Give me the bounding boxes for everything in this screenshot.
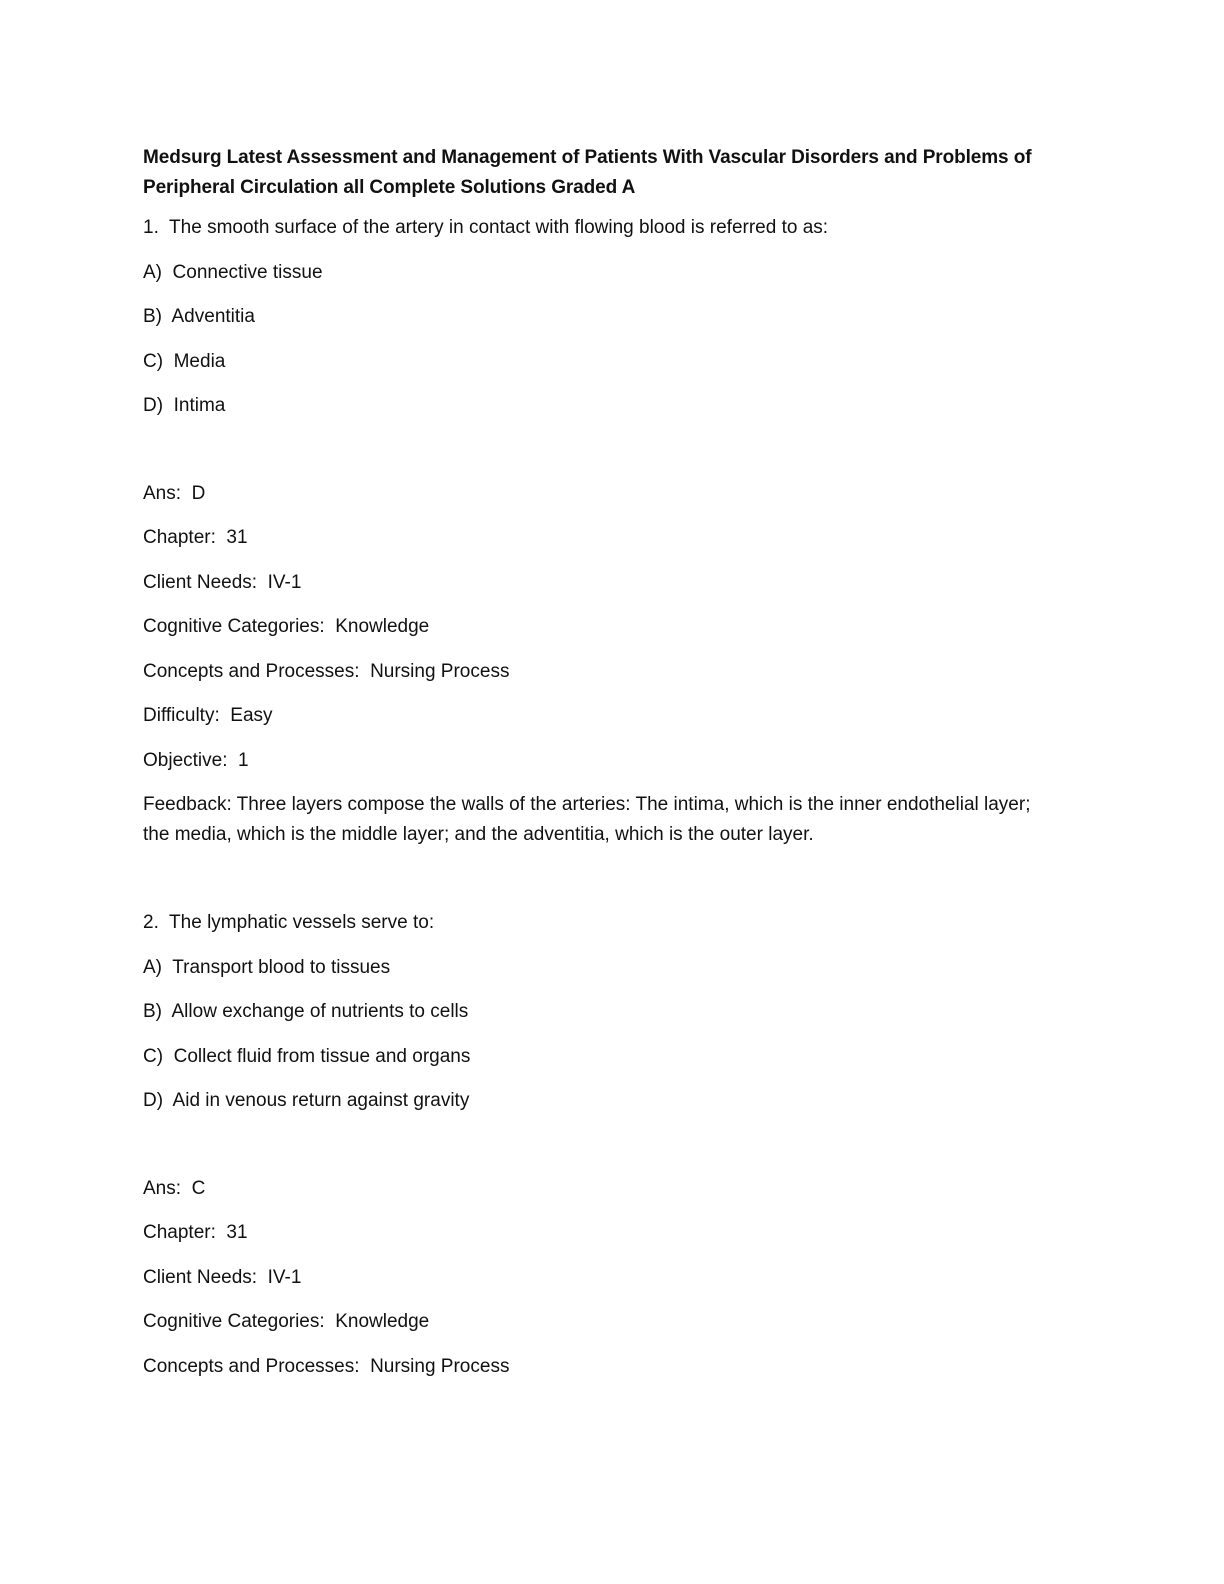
objective-label: Objective: 1 — [143, 749, 249, 771]
question-block — [143, 213, 1043, 850]
answer-option: C) Media — [143, 350, 226, 372]
document-title: Medsurg Latest Assessment and Management of Patients With Vascular Disorders and Problems of Peripheral Circulation all Complete Solutions Graded A — [143, 147, 1032, 198]
question-stem: 2. The lymphatic vessels serve to: — [143, 912, 435, 933]
answer-key: Ans: C — [143, 1177, 206, 1199]
chapter-label: Chapter: 31 — [143, 527, 248, 548]
answer-option: A) Connective tissue — [143, 261, 323, 283]
question-block — [143, 908, 1043, 1382]
client-needs-label: Client Needs: IV-1 — [143, 1266, 302, 1288]
answer-option: B) Allow exchange of nutrients to cells — [143, 1001, 469, 1022]
cognitive-categories-label: Cognitive Categories: Knowledge — [143, 1311, 430, 1332]
answer-option: C) Collect fluid from tissue and organs — [143, 1045, 471, 1067]
cognitive-categories-label: Cognitive Categories: Knowledge — [143, 616, 430, 637]
difficulty-label: Difficulty: Easy — [143, 705, 273, 726]
question-stem: 1. The smooth surface of the artery in contact with flowing blood is referred to as: — [143, 217, 829, 238]
answer-key: Ans: D — [143, 482, 206, 504]
client-needs-label: Client Needs: IV-1 — [143, 571, 302, 593]
document-content — [143, 143, 1043, 1396]
chapter-label: Chapter: 31 — [143, 1222, 248, 1243]
answer-option: B) Adventitia — [143, 306, 255, 327]
feedback-text: Feedback: Three layers compose the walls of the arteries: The intima, which is the inner endothelial layer; the media, which is the middle layer; and the adventitia, which is the outer layer. — [143, 794, 1031, 845]
concepts-processes-label: Concepts and Processes: Nursing Process — [143, 660, 510, 682]
concepts-processes-label: Concepts and Processes: Nursing Process — [143, 1355, 510, 1377]
answer-option: D) Aid in venous return against gravity — [143, 1090, 470, 1111]
answer-option: A) Transport blood to tissues — [143, 956, 391, 978]
answer-option: D) Intima — [143, 395, 226, 416]
